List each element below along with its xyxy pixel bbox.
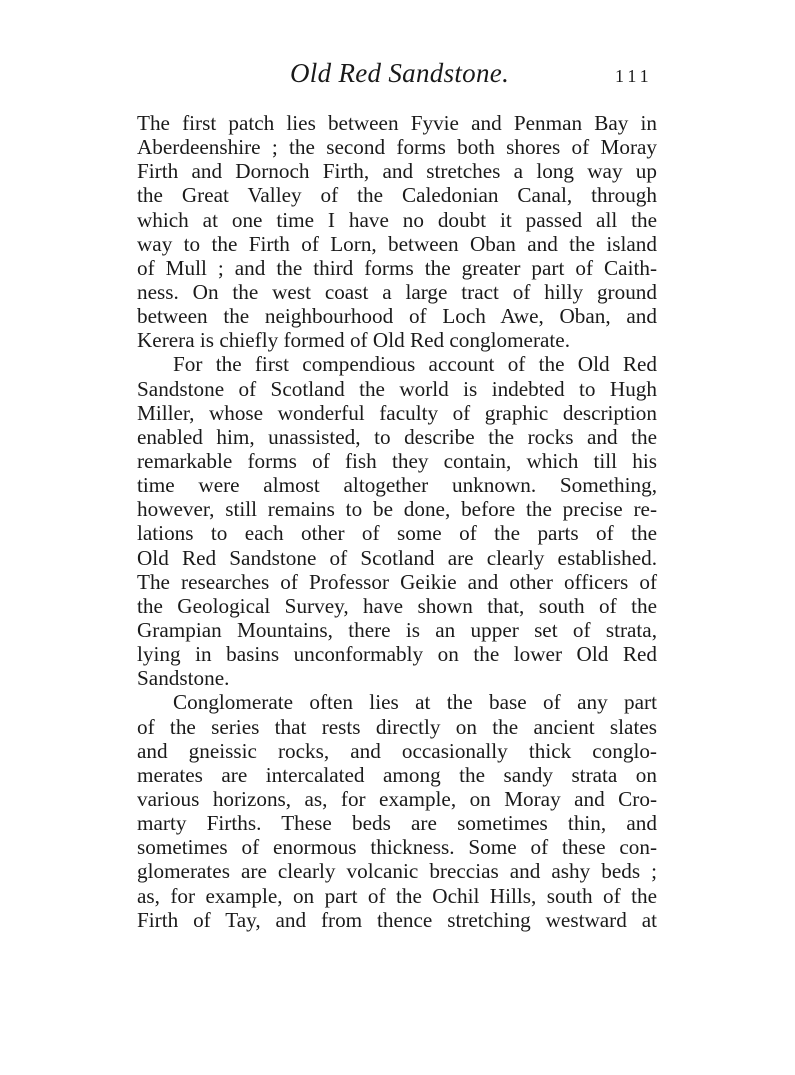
running-title: Old Red Sandstone. (290, 58, 510, 88)
text-line: Grampian Mountains, there is an upper set of strata, (137, 617, 657, 642)
text-line: time were almost altogether unknown. Something, (137, 473, 657, 498)
text-line: remarkable forms of fish they contain, which till his (137, 448, 657, 473)
text-line: For the first compendious account of the Old Red (173, 352, 657, 377)
text-line: between the neighbourhood of Loch Awe, Oban, and (137, 304, 657, 329)
text-line: various horizons, as, for example, on Moray and Cro- (137, 786, 657, 811)
body-text (137, 111, 657, 932)
text-line: ness. On the west coast a large tract of hilly ground (137, 279, 657, 304)
text-line: marty Firths. These beds are sometimes thin, and (137, 811, 657, 836)
text-line: Old Red Sandstone of Scotland are clearly established. (137, 545, 657, 570)
text-line: as, for example, on part of the Ochil Hills, south of the (137, 883, 657, 908)
text-line: sometimes of enormous thickness. Some of these con- (137, 835, 657, 860)
text-line: glomerates are clearly volcanic breccias and ashy beds ; (137, 859, 657, 884)
text-line: The researches of Professor Geikie and other officers of (137, 569, 657, 594)
text-line: way to the Firth of Lorn, between Oban and the island (137, 231, 657, 256)
text-line: The first patch lies between Fyvie and Penman Bay in (137, 111, 657, 135)
text-line: the Geological Survey, have shown that, south of the (137, 593, 657, 618)
text-line: which at one time I have no doubt it passed all the (137, 207, 657, 232)
text-line: Sandstone of Scotland the world is indebted to Hugh (137, 376, 657, 401)
text-line: and gneissic rocks, and occasionally thick conglo- (137, 738, 657, 763)
text-line: merates are intercalated among the sandy strata on (137, 762, 657, 787)
running-header (0, 58, 795, 94)
text-line: lations to each other of some of the parts of the (137, 521, 657, 546)
page-number: 111 (615, 66, 653, 86)
text-line: Conglomerate often lies at the base of any part (173, 690, 657, 715)
text-line: Sandstone. (137, 666, 230, 691)
text-line: Kerera is chiefly formed of Old Red conglomerate. (137, 328, 570, 353)
paragraph (137, 111, 657, 352)
text-line: Firth and Dornoch Firth, and stretches a long way up (137, 159, 657, 184)
text-line: of the series that rests directly on the ancient slates (137, 714, 657, 739)
text-line: Miller, whose wonderful faculty of graphic description (137, 400, 657, 425)
text-line: Aberdeenshire ; the second forms both shores of Moray (137, 135, 657, 160)
text-line: of Mull ; and the third forms the greater part of Caith- (137, 255, 657, 280)
text-line: lying in basins unconformably on the lower Old Red (137, 642, 657, 667)
paragraph (137, 352, 657, 690)
text-line: however, still remains to be done, before the precise re- (137, 497, 657, 522)
text-line: enabled him, unassisted, to describe the rocks and the (137, 424, 657, 449)
paragraph (137, 690, 657, 931)
text-line: Firth of Tay, and from thence stretching westward at (137, 907, 657, 932)
text-line: the Great Valley of the Caledonian Canal, through (137, 183, 657, 208)
